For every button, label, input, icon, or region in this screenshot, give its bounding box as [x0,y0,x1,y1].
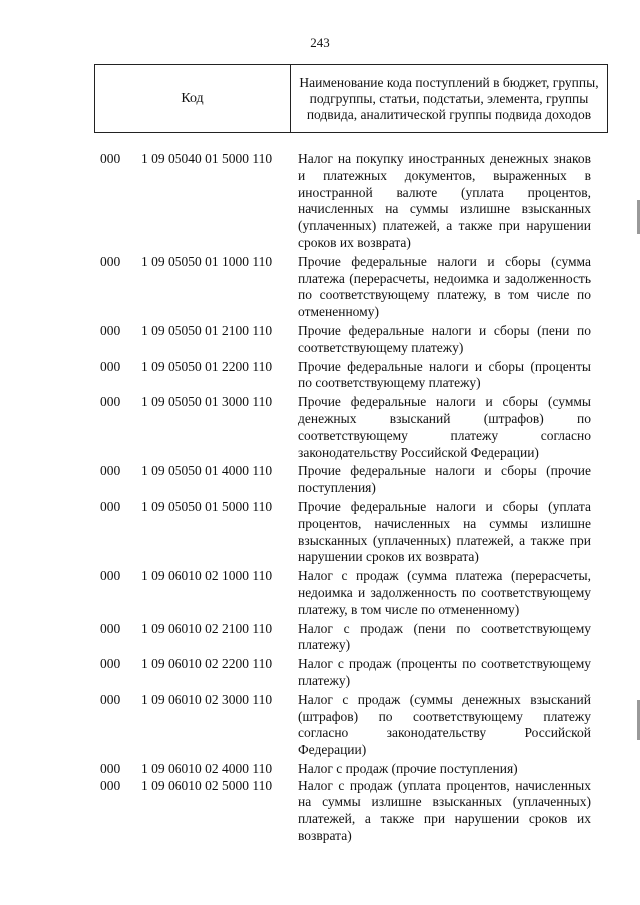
row-admin-code: 000 [100,358,121,374]
table-row [100,568,600,618]
row-revenue-code: 1 09 06010 02 1000 110 [141,568,273,584]
row-revenue-name: Налог с продаж (сумма платежа (перерасчеты, недоимка и задолженность по соответствующему платежу, в том числе по отмененному) [298,568,591,617]
row-revenue-code: 1 09 05050 01 1000 110 [141,253,273,269]
table-row [100,359,600,393]
table-row [100,463,600,497]
row-admin-code: 000 [100,691,121,707]
table-header [94,64,608,133]
row-revenue-code: 1 09 05040 01 5000 110 [141,151,273,166]
table-row [100,656,600,690]
row-admin-code: 000 [100,253,121,269]
row-revenue-code: 1 09 06010 02 2100 110 [141,620,273,636]
row-revenue-name: Прочие федеральные налоги и сборы (пени по соответствующему платежу) [298,322,591,355]
table-row [100,621,600,655]
table-row [100,692,600,759]
row-revenue-name: Налог с продаж (уплата процентов, начисленных на суммы излишне взысканных (уплаченных) платежей, а также при нарушении сроков их возврата) [298,777,591,844]
row-revenue-code: 1 09 05050 01 5000 110 [141,498,273,514]
row-admin-code: 000 [100,760,121,776]
table-row [100,761,600,778]
row-admin-code: 000 [100,463,121,479]
row-revenue-code: 1 09 05050 01 2200 110 [141,358,273,374]
row-revenue-code: 1 09 05050 01 3000 110 [141,394,273,410]
table-row [100,323,600,357]
table-row [100,254,600,321]
row-admin-code: 000 [100,151,121,166]
row-revenue-code: 1 09 06010 02 2200 110 [141,656,273,672]
row-revenue-name: Прочие федеральные налоги и сборы (прочие поступления) [298,463,591,496]
row-admin-code: 000 [100,568,121,584]
header-name-label: Наименование кода поступлений в бюджет, группы, подгруппы, статьи, подстатьи, элемента, группы подвида, аналитической группы подвида доходов [299,74,599,122]
row-revenue-name: Налог с продаж (прочие поступления) [298,760,518,776]
row-revenue-code: 1 09 05050 01 4000 110 [141,463,273,479]
row-revenue-name: Налог с продаж (проценты по соответствующему платежу) [298,656,591,688]
row-admin-code: 000 [100,656,121,672]
row-revenue-name: Прочие федеральные налоги и сборы (уплата процентов, начисленных на суммы излишне взысканных (уплаченных) платежей, а также при нарушении сроков их возврата) [298,498,591,565]
row-revenue-name: Прочие федеральные налоги и сборы (проценты по соответствующему платежу) [298,358,591,391]
page-number: 243 [310,35,330,50]
row-revenue-name: Налог на покупку иностранных денежных знаков и платежных документов, выраженных в иностранной валюте (уплата процентов, начисленных на суммы излишне взысканных (уплаченных) платежей, а также при нарушении сроков их возврата) [298,151,591,250]
table-row [100,394,600,461]
row-admin-code: 000 [100,777,121,793]
row-revenue-name: Налог с продаж (суммы денежных взысканий (штрафов) по соответствующему платежу согласно законодательству Российской Федерации) [298,691,591,758]
row-revenue-name: Прочие федеральные налоги и сборы (сумма платежа (перерасчеты, недоимка и задолженность по соответствующему платежу, в том числе по отмененному) [298,253,591,320]
row-admin-code: 000 [100,620,121,636]
row-revenue-name: Налог с продаж (пени по соответствующему платежу) [298,620,591,653]
row-revenue-code: 1 09 06010 02 5000 110 [141,777,273,793]
row-revenue-name: Прочие федеральные налоги и сборы (суммы денежных взысканий (штрафов) по соответствующему платежу согласно законодательству Российской Федерации) [298,394,591,460]
table-row [100,151,600,252]
row-revenue-code: 1 09 06010 02 4000 110 [141,760,273,776]
table-row [100,499,600,566]
row-admin-code: 000 [100,498,121,514]
row-revenue-code: 1 09 06010 02 3000 110 [141,691,273,707]
row-admin-code: 000 [100,394,121,410]
header-code-label: Код [95,65,291,132]
row-revenue-code: 1 09 05050 01 2100 110 [141,322,273,338]
table-body [100,151,600,845]
row-admin-code: 000 [100,322,121,338]
table-row [100,778,600,845]
